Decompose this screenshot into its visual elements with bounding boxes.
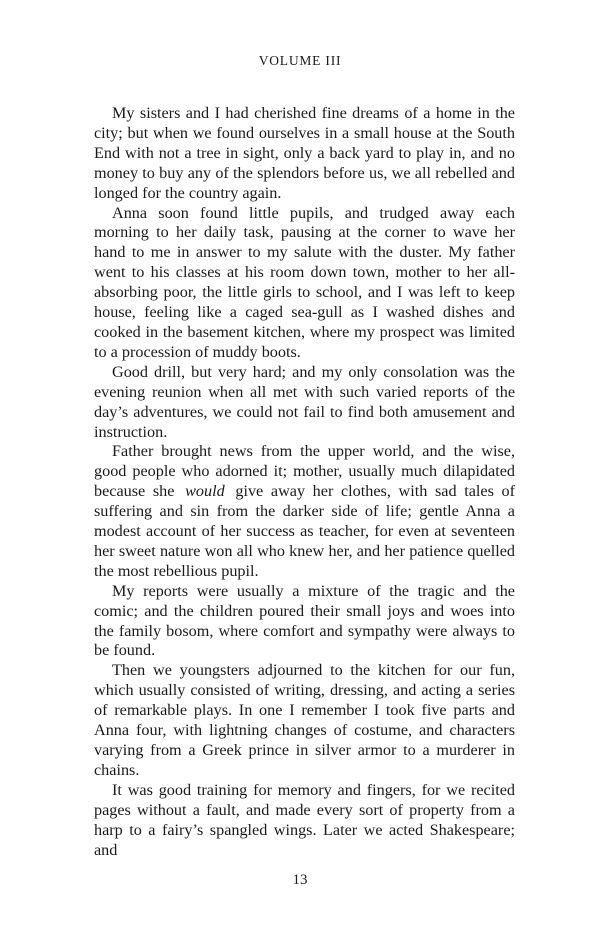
paragraph-6: Then we youngsters adjourned to the kitchen for our fun, which usually consisted of writing, dressing, and acting a series of remarkable plays. In one I remember I took five parts and Anna four, with lightning changes of costume, and characters varying from a Greek prince in silver armor to a murderer in chains. bbox=[94, 661, 515, 779]
body-text bbox=[94, 104, 515, 860]
paragraph-4 bbox=[94, 442, 515, 581]
paragraph-4-before: Father brought news from the upper world, and the wise, good people who adorned it; mother, usually much dilapidated because she bbox=[94, 442, 515, 501]
page-number: 13 bbox=[292, 872, 308, 888]
paragraph-1: My sisters and I had cherished fine dreams of a home in the city; but when we found ourselves in a small house at the South End with not a tree in sight, only a back yard to play in, and no money to buy any of the splendors before us, we all rebelled and longed for the country again. bbox=[94, 104, 515, 202]
emphasized-word: would bbox=[185, 482, 225, 501]
running-head: VOLUME III bbox=[258, 53, 342, 68]
paragraph-3: Good drill, but very hard; and my only consolation was the evening reunion when all met with such varied reports of the day’s adventures, we could not fail to find both amusement and instruction. bbox=[94, 362, 515, 441]
paragraph-2: Anna soon found little pupils, and trudged away each morning to her daily task, pausing at the corner to wave her hand to me in answer to my salute with the duster. My father went to his classes at his room down town, mother to her all-absorbing poor, the little girls to school, and I was left to keep house, feeling like a caged sea-gull as I washed dishes and cooked in the basement kitchen, where my prospect was limited to a procession of muddy boots. bbox=[94, 203, 515, 361]
paragraph-7: It was good training for memory and fingers, for we recited pages without a fault, and made every sort of property from a harp to a fairy’s spangled wings. Later we acted Shakespeare; and bbox=[94, 780, 515, 859]
paragraph-4-after: give away her clothes, with sad tales of suffering and sin from the darker side of life; gentle Anna a modest account of her success as teacher, for even at seventeen her sweet nature won all who knew her, and her patience quelled the most rebellious pupil. bbox=[94, 482, 516, 580]
paragraph-5: My reports were usually a mixture of the tragic and the comic; and the children poured their small joys and woes into the family bosom, where comfort and sympathy were always to be found. bbox=[94, 581, 515, 660]
